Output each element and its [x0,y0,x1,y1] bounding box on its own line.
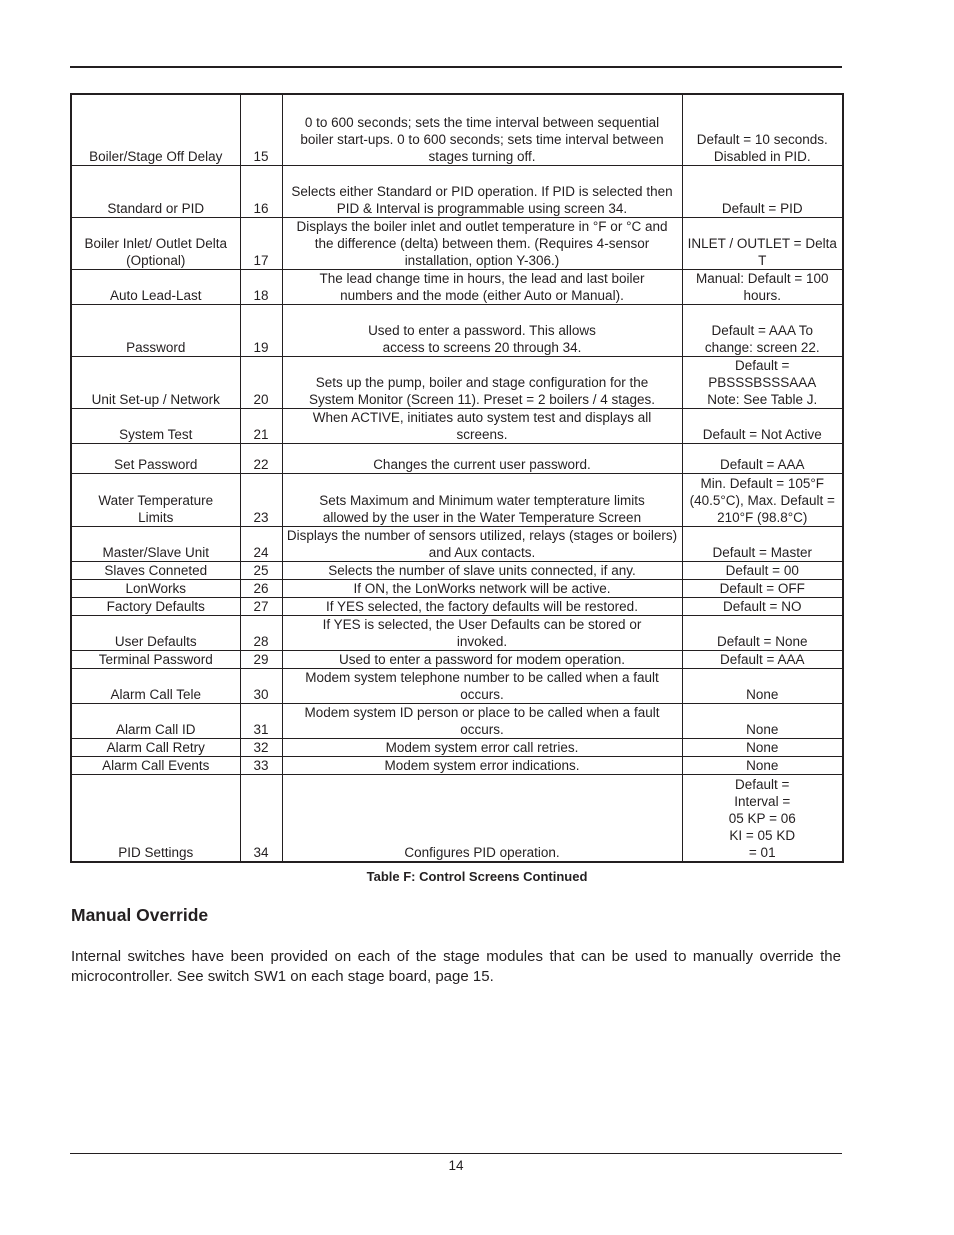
default-cell: Default = Master [682,526,843,561]
description-cell: If ON, the LonWorks network will be active. [282,579,682,597]
description-cell: If YES selected, the factory defaults will be restored. [282,597,682,615]
screen-name-cell: Water Temperature Limits [71,473,240,526]
default-cell: None [682,756,843,774]
default-cell: INLET / OUTLET = Delta T [682,217,843,269]
table-row [71,443,843,473]
screen-number-cell: 22 [240,443,282,473]
table-row [71,774,843,862]
table-row [71,526,843,561]
screen-number-cell: 20 [240,356,282,408]
description-cell: Sets Maximum and Minimum water tempterature limits allowed by the user in the Water Temperature Screen [282,473,682,526]
screen-name-cell: Terminal Password [71,650,240,668]
screen-number-cell: 32 [240,738,282,756]
table-row [71,668,843,703]
table-row [71,408,843,443]
screen-number-cell: 23 [240,473,282,526]
description-cell: Changes the current user password. [282,443,682,473]
screen-name-cell: Set Password [71,443,240,473]
screen-number-cell: 25 [240,561,282,579]
screen-name-cell: Factory Defaults [71,597,240,615]
description-cell: Used to enter a password for modem operation. [282,650,682,668]
table-row [71,356,843,408]
screen-number-cell: 34 [240,774,282,862]
description-cell: Sets up the pump, boiler and stage configuration for the System Monitor (Screen 11). Preset = 2 boilers / 4 stages. [282,356,682,408]
table-row [71,165,843,217]
description-cell: 0 to 600 seconds; sets the time interval between sequential boiler start-ups. 0 to 600 seconds; sets time interval between stages turning off. [282,94,682,165]
table-row [71,615,843,650]
default-cell: Default = PBSSSBSSSAAA Note: See Table J. [682,356,843,408]
description-cell: Used to enter a password. This allows access to screens 20 through 34. [282,304,682,356]
table-row [71,304,843,356]
screen-number-cell: 29 [240,650,282,668]
table-row [71,561,843,579]
screen-number-cell: 30 [240,668,282,703]
screen-name-cell: Alarm Call ID [71,703,240,738]
default-cell: None [682,703,843,738]
page-number: 14 [448,1158,464,1173]
default-cell: Default = Interval = 05 KP = 06 KI = 05 KD = 01 [682,774,843,862]
screen-number-cell: 16 [240,165,282,217]
description-cell: Configures PID operation. [282,774,682,862]
screen-number-cell: 27 [240,597,282,615]
body-paragraph: Internal switches have been provided on each of the stage modules that can be used to manually override the microcontroller. See switch SW1 on each stage board, page 15. [71,948,841,985]
table-row [71,269,843,304]
table-row [71,579,843,597]
screen-name-cell: Slaves Conneted [71,561,240,579]
screen-number-cell: 19 [240,304,282,356]
default-cell: Default = AAA [682,650,843,668]
screen-name-cell: Master/Slave Unit [71,526,240,561]
screen-number-cell: 18 [240,269,282,304]
description-cell: Modem system error call retries. [282,738,682,756]
description-cell: Displays the boiler inlet and outlet temperature in °F or °C and the difference (delta) between them. (Requires 4-sensor installation, option Y-306.) [282,217,682,269]
table-row [71,738,843,756]
screen-name-cell: Alarm Call Retry [71,738,240,756]
screen-number-cell: 33 [240,756,282,774]
screen-number-cell: 15 [240,94,282,165]
footer-rule [70,1153,842,1154]
screen-name-cell: PID Settings [71,774,240,862]
default-cell: Default = 10 seconds. Disabled in PID. [682,94,843,165]
table-row [71,473,843,526]
default-cell: Default = AAA [682,443,843,473]
screen-number-cell: 26 [240,579,282,597]
screen-name-cell: Alarm Call Events [71,756,240,774]
table-row [71,703,843,738]
default-cell: Min. Default = 105°F (40.5°C), Max. Default = 210°F (98.8°C) [682,473,843,526]
default-cell: Default = PID [682,165,843,217]
table-row [71,217,843,269]
control-screens-table [70,93,844,863]
description-cell: If YES is selected, the User Defaults can be stored or invoked. [282,615,682,650]
default-cell: Default = 00 [682,561,843,579]
screen-number-cell: 17 [240,217,282,269]
description-cell: Modem system error indications. [282,756,682,774]
screen-name-cell: Unit Set-up / Network [71,356,240,408]
screen-name-cell: Standard or PID [71,165,240,217]
screen-name-cell: Boiler/Stage Off Delay [71,94,240,165]
screen-name-cell: Alarm Call Tele [71,668,240,703]
table-row [71,94,843,165]
description-cell: Selects the number of slave units connected, if any. [282,561,682,579]
screen-number-cell: 28 [240,615,282,650]
screen-name-cell: User Defaults [71,615,240,650]
table-caption: Table F: Control Screens Continued [366,869,588,884]
header-rule [70,66,842,68]
default-cell: Default = NO [682,597,843,615]
default-cell: Default = Not Active [682,408,843,443]
screen-number-cell: 21 [240,408,282,443]
table-row [71,650,843,668]
default-cell: Default = OFF [682,579,843,597]
default-cell: Default = None [682,615,843,650]
description-cell: Selects either Standard or PID operation. If PID is selected then PID & Interval is programmable using screen 34. [282,165,682,217]
screen-name-cell: Boiler Inlet/ Outlet Delta (Optional) [71,217,240,269]
screen-name-cell: LonWorks [71,579,240,597]
default-cell: None [682,668,843,703]
screen-number-cell: 31 [240,703,282,738]
description-cell: Displays the number of sensors utilized, relays (stages or boilers) and Aux contacts. [282,526,682,561]
screen-name-cell: Auto Lead-Last [71,269,240,304]
description-cell: When ACTIVE, initiates auto system test and displays all screens. [282,408,682,443]
default-cell: Manual: Default = 100 hours. [682,269,843,304]
description-cell: The lead change time in hours, the lead and last boiler numbers and the mode (either Auto or Manual). [282,269,682,304]
default-cell: None [682,738,843,756]
screen-name-cell: Password [71,304,240,356]
screen-name-cell: System Test [71,408,240,443]
default-cell: Default = AAA To change: screen 22. [682,304,843,356]
section-heading: Manual Override [71,905,209,925]
screen-number-cell: 24 [240,526,282,561]
description-cell: Modem system telephone number to be called when a fault occurs. [282,668,682,703]
table-row [71,597,843,615]
table-row [71,756,843,774]
description-cell: Modem system ID person or place to be called when a fault occurs. [282,703,682,738]
